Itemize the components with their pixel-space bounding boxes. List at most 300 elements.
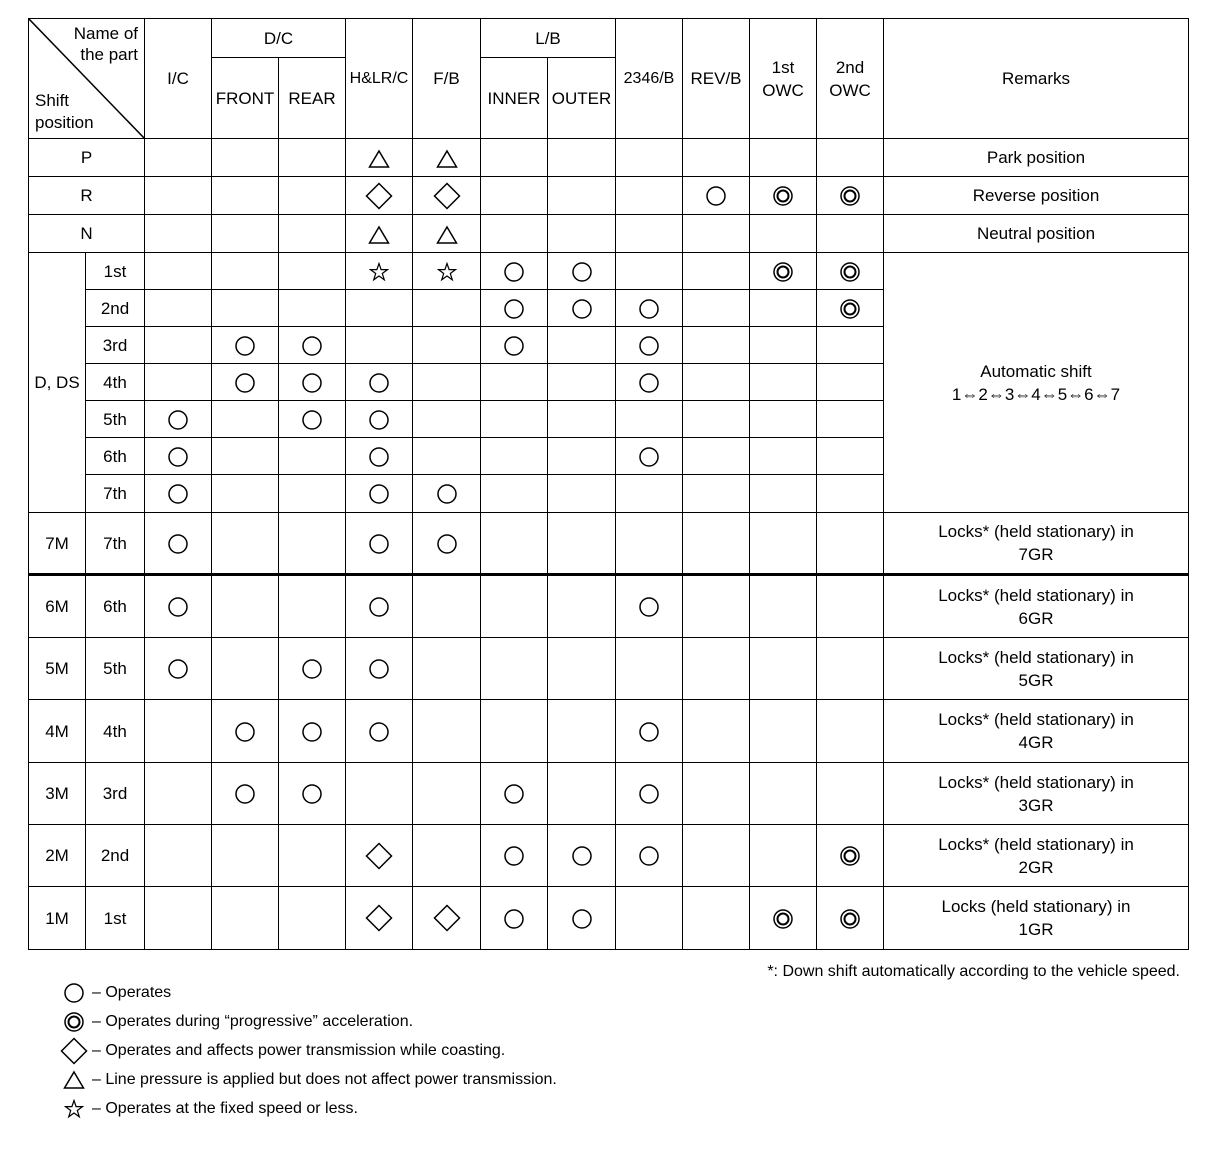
operates-circle-icon bbox=[234, 783, 256, 805]
symbol-cell bbox=[413, 513, 481, 575]
symbol-cell bbox=[481, 215, 548, 253]
symbol-cell bbox=[548, 215, 616, 253]
symbol-cell bbox=[346, 438, 413, 475]
gear-cell: 5th bbox=[86, 401, 145, 438]
symbol-cell bbox=[481, 763, 548, 825]
remark-cell bbox=[884, 513, 1189, 575]
remark-cell bbox=[884, 253, 1189, 513]
remark-line: Locks* (held stationary) in bbox=[938, 772, 1134, 792]
symbol-cell bbox=[413, 438, 481, 475]
table-row bbox=[29, 638, 1189, 700]
symbol-cell bbox=[145, 215, 212, 253]
symbol-cell bbox=[279, 327, 346, 364]
progressive-double-circle-icon bbox=[772, 908, 794, 930]
symbol-cell bbox=[817, 887, 884, 950]
symbol-cell bbox=[481, 825, 548, 887]
symbol-cell bbox=[413, 364, 481, 401]
symbol-cell bbox=[616, 763, 683, 825]
symbol-cell bbox=[413, 177, 481, 215]
gear-cell: 1st bbox=[86, 887, 145, 950]
symbol-cell bbox=[750, 887, 817, 950]
progressive-double-circle-icon bbox=[839, 908, 861, 930]
operates-circle-icon bbox=[167, 446, 189, 468]
symbol-cell bbox=[817, 327, 884, 364]
progressive-double-circle-icon bbox=[839, 261, 861, 283]
symbol-cell bbox=[279, 575, 346, 638]
symbol-cell bbox=[616, 438, 683, 475]
symbol-cell bbox=[413, 327, 481, 364]
symbol-cell bbox=[346, 215, 413, 253]
legend-item bbox=[60, 1036, 557, 1065]
symbol-cell bbox=[413, 139, 481, 177]
corner-part-line-1: Name of bbox=[73, 24, 138, 43]
operates-circle-icon bbox=[368, 596, 390, 618]
symbol-cell bbox=[346, 177, 413, 215]
symbol-cell bbox=[145, 364, 212, 401]
operates-circle-icon bbox=[60, 982, 88, 1004]
symbol-cell bbox=[616, 700, 683, 763]
symbol-cell bbox=[616, 401, 683, 438]
gear-cell: 6th bbox=[86, 438, 145, 475]
remark-cell bbox=[884, 139, 1189, 177]
operates-circle-icon bbox=[436, 533, 458, 555]
symbol-cell bbox=[616, 177, 683, 215]
symbol-cell bbox=[145, 253, 212, 290]
progressive-double-circle-icon bbox=[772, 261, 794, 283]
symbol-cell bbox=[279, 513, 346, 575]
symbol-cell bbox=[413, 253, 481, 290]
remark-line: Locks* (held stationary) in bbox=[938, 710, 1134, 729]
operates-circle-icon bbox=[301, 372, 323, 394]
remark-line: 6GR bbox=[1018, 608, 1054, 628]
corner-shift-line-2: position bbox=[35, 113, 94, 132]
gear-cell: 1st bbox=[86, 253, 145, 290]
operates-circle-icon bbox=[301, 409, 323, 431]
operates-circle-icon bbox=[638, 335, 660, 357]
symbol-cell bbox=[616, 575, 683, 638]
remark-line: Locks* (held stationary) in bbox=[938, 585, 1134, 605]
header-dc-rear: REAR bbox=[279, 58, 346, 139]
header-dc-front: FRONT bbox=[212, 58, 279, 139]
symbol-cell bbox=[279, 177, 346, 215]
coasting-diamond-icon bbox=[60, 1037, 88, 1065]
progressive-double-circle-icon bbox=[772, 185, 794, 207]
header-revb: REV/B bbox=[683, 19, 750, 139]
symbol-cell bbox=[817, 438, 884, 475]
operates-circle-icon bbox=[301, 335, 323, 357]
shift-group-cell: D, DS bbox=[29, 253, 86, 513]
header-owc1 bbox=[750, 19, 817, 139]
line-pressure-triangle-icon bbox=[60, 1070, 88, 1090]
operates-circle-icon bbox=[368, 372, 390, 394]
operates-circle-icon bbox=[638, 446, 660, 468]
symbol-cell bbox=[212, 475, 279, 513]
remark-cell bbox=[884, 215, 1189, 253]
operates-circle-icon bbox=[167, 658, 189, 680]
symbol-cell bbox=[212, 215, 279, 253]
symbol-cell bbox=[750, 290, 817, 327]
symbol-cell bbox=[279, 139, 346, 177]
symbol-cell bbox=[279, 364, 346, 401]
symbol-cell bbox=[481, 575, 548, 638]
remark-cell bbox=[884, 700, 1189, 763]
shift-group-cell: 6M bbox=[29, 575, 86, 638]
symbol-cell bbox=[413, 638, 481, 700]
table-row bbox=[29, 513, 1189, 575]
operates-circle-icon bbox=[368, 721, 390, 743]
gear-cell: 3rd bbox=[86, 327, 145, 364]
symbol-cell bbox=[817, 364, 884, 401]
header-lb-inner: INNER bbox=[481, 58, 548, 139]
symbol-cell bbox=[548, 253, 616, 290]
symbol-cell bbox=[481, 700, 548, 763]
header-owc2-line-1: 2nd bbox=[835, 57, 865, 77]
symbol-cell bbox=[481, 513, 548, 575]
operates-circle-icon bbox=[638, 596, 660, 618]
symbol-cell bbox=[212, 253, 279, 290]
symbol-cell bbox=[750, 513, 817, 575]
symbol-cell bbox=[413, 475, 481, 513]
symbol-cell bbox=[212, 401, 279, 438]
header-fb: F/B bbox=[413, 19, 481, 139]
operates-circle-icon bbox=[368, 533, 390, 555]
shift-position-cell: N bbox=[29, 215, 145, 253]
symbol-cell bbox=[683, 438, 750, 475]
operates-circle-icon bbox=[368, 483, 390, 505]
operates-circle-icon bbox=[368, 409, 390, 431]
symbol-cell bbox=[212, 575, 279, 638]
operates-circle-icon bbox=[234, 372, 256, 394]
symbol-cell bbox=[279, 253, 346, 290]
symbol-cell bbox=[212, 177, 279, 215]
symbol-cell bbox=[145, 638, 212, 700]
symbol-cell bbox=[481, 401, 548, 438]
symbol-cell bbox=[212, 825, 279, 887]
corner-part-line-2: the part bbox=[80, 45, 138, 64]
header-owc1-line-1: 1st bbox=[771, 57, 795, 77]
gear-cell: 4th bbox=[86, 700, 145, 763]
shift-group-cell: 4M bbox=[29, 700, 86, 763]
remark-cell bbox=[884, 177, 1189, 215]
operates-circle-icon bbox=[503, 845, 525, 867]
symbol-cell bbox=[548, 887, 616, 950]
operates-circle-icon bbox=[503, 298, 525, 320]
footnote: *: Down shift automatically according to the vehicle speed. bbox=[767, 963, 1180, 980]
symbol-cell bbox=[750, 139, 817, 177]
coasting-diamond-icon bbox=[365, 182, 393, 210]
remark-line: Locks* (held stationary) in bbox=[938, 647, 1134, 667]
table-row bbox=[29, 215, 1189, 253]
symbol-cell bbox=[616, 638, 683, 700]
symbol-cell bbox=[750, 177, 817, 215]
operates-circle-icon bbox=[167, 596, 189, 618]
operates-circle-icon bbox=[571, 908, 593, 930]
symbol-cell bbox=[817, 401, 884, 438]
symbol-cell bbox=[817, 700, 884, 763]
symbol-cell bbox=[616, 364, 683, 401]
symbol-cell bbox=[413, 887, 481, 950]
symbol-cell bbox=[481, 364, 548, 401]
operates-circle-icon bbox=[301, 783, 323, 805]
shift-group-cell: 2M bbox=[29, 825, 86, 887]
symbol-cell bbox=[817, 290, 884, 327]
operates-circle-icon bbox=[638, 298, 660, 320]
symbol-cell bbox=[750, 763, 817, 825]
symbol-cell bbox=[616, 887, 683, 950]
table-row bbox=[29, 825, 1189, 887]
legend-item bbox=[60, 1007, 557, 1036]
operates-circle-icon bbox=[167, 409, 189, 431]
operates-circle-icon bbox=[638, 372, 660, 394]
corner-shift-line-1: Shift bbox=[35, 91, 70, 110]
operates-circle-icon bbox=[638, 721, 660, 743]
operates-circle-icon bbox=[503, 261, 525, 283]
gear-cell: 7th bbox=[86, 475, 145, 513]
operates-circle-icon bbox=[503, 908, 525, 930]
symbol-cell bbox=[548, 513, 616, 575]
symbol-cell bbox=[279, 438, 346, 475]
remark-line: 1⇔2⇔3⇔4⇔5⇔6⇔7 bbox=[951, 384, 1121, 404]
operates-circle-icon bbox=[705, 185, 727, 207]
symbol-cell bbox=[750, 327, 817, 364]
operates-circle-icon bbox=[571, 261, 593, 283]
shift-group-cell: 7M bbox=[29, 513, 86, 575]
symbol-cell bbox=[212, 513, 279, 575]
symbol-cell bbox=[346, 825, 413, 887]
shift-position-cell: R bbox=[29, 177, 145, 215]
symbol-cell bbox=[481, 475, 548, 513]
symbol-cell bbox=[683, 139, 750, 177]
operates-circle-icon bbox=[503, 783, 525, 805]
remark-line: Locks* (held stationary) in bbox=[938, 834, 1134, 854]
symbol-cell bbox=[750, 438, 817, 475]
symbol-cell bbox=[683, 575, 750, 638]
symbol-cell bbox=[548, 638, 616, 700]
table-row bbox=[29, 253, 1189, 290]
symbol-cell bbox=[683, 825, 750, 887]
header-ic: I/C bbox=[145, 19, 212, 139]
line-pressure-triangle-icon bbox=[368, 149, 390, 169]
symbol-cell bbox=[212, 139, 279, 177]
operates-circle-icon bbox=[368, 658, 390, 680]
legend-text: – Operates bbox=[92, 983, 172, 1001]
header-owc2 bbox=[817, 19, 884, 139]
symbol-cell bbox=[212, 763, 279, 825]
symbol-cell bbox=[817, 139, 884, 177]
symbol-cell bbox=[616, 327, 683, 364]
symbol-cell bbox=[212, 290, 279, 327]
legend-item bbox=[60, 978, 557, 1007]
symbol-cell bbox=[346, 364, 413, 401]
symbol-cell bbox=[548, 177, 616, 215]
gear-cell: 4th bbox=[86, 364, 145, 401]
coasting-diamond-icon bbox=[365, 904, 393, 932]
table-row bbox=[29, 177, 1189, 215]
symbol-cell bbox=[212, 700, 279, 763]
symbol-cell bbox=[548, 700, 616, 763]
table-row bbox=[29, 763, 1189, 825]
symbol-cell bbox=[616, 139, 683, 177]
gear-cell: 5th bbox=[86, 638, 145, 700]
symbol-cell bbox=[548, 290, 616, 327]
shift-group-cell: 3M bbox=[29, 763, 86, 825]
symbol-cell bbox=[683, 700, 750, 763]
line-pressure-triangle-icon bbox=[436, 149, 458, 169]
header-owc1-line-2: OWC bbox=[762, 80, 804, 100]
header-lb-outer: OUTER bbox=[548, 58, 616, 139]
symbol-cell bbox=[817, 575, 884, 638]
symbol-cell bbox=[683, 177, 750, 215]
symbol-cell bbox=[750, 575, 817, 638]
symbol-cell bbox=[481, 177, 548, 215]
remark-line: 7GR bbox=[1018, 545, 1054, 564]
symbol-cell bbox=[145, 475, 212, 513]
symbol-cell bbox=[481, 327, 548, 364]
symbol-cell bbox=[145, 290, 212, 327]
symbol-cell bbox=[750, 401, 817, 438]
symbol-cell bbox=[817, 825, 884, 887]
coasting-diamond-icon bbox=[433, 904, 461, 932]
remark-cell bbox=[884, 763, 1189, 825]
symbol-cell bbox=[548, 438, 616, 475]
table-row bbox=[29, 139, 1189, 177]
header-corner bbox=[29, 19, 145, 139]
symbol-cell bbox=[279, 638, 346, 700]
gear-cell: 2nd bbox=[86, 825, 145, 887]
operation-table bbox=[28, 18, 1189, 950]
symbol-cell bbox=[616, 253, 683, 290]
symbol-cell bbox=[683, 475, 750, 513]
remark-line: 3GR bbox=[1018, 795, 1054, 815]
symbol-cell bbox=[683, 364, 750, 401]
operates-circle-icon bbox=[436, 483, 458, 505]
symbol-cell bbox=[413, 825, 481, 887]
symbol-cell bbox=[683, 638, 750, 700]
remark-line: Locks* (held stationary) in bbox=[938, 522, 1134, 541]
progressive-double-circle-icon bbox=[839, 845, 861, 867]
progressive-double-circle-icon bbox=[839, 185, 861, 207]
remark-line: Automatic shift bbox=[980, 361, 1092, 381]
symbol-cell bbox=[212, 327, 279, 364]
symbol-cell bbox=[145, 513, 212, 575]
remark-line: 4GR bbox=[1018, 733, 1054, 752]
remark-line: Park position bbox=[986, 148, 1086, 167]
remark-line: 1GR bbox=[1018, 920, 1054, 939]
symbol-cell bbox=[346, 290, 413, 327]
remark-cell bbox=[884, 887, 1189, 950]
symbol-cell bbox=[683, 290, 750, 327]
symbol-cell bbox=[145, 825, 212, 887]
symbol-cell bbox=[548, 763, 616, 825]
symbol-cell bbox=[346, 475, 413, 513]
symbol-cell bbox=[548, 475, 616, 513]
gear-cell: 2nd bbox=[86, 290, 145, 327]
gear-cell: 3rd bbox=[86, 763, 145, 825]
symbol-cell bbox=[481, 887, 548, 950]
symbol-cell bbox=[145, 177, 212, 215]
symbol-cell bbox=[279, 215, 346, 253]
symbol-cell bbox=[548, 825, 616, 887]
symbol-cell bbox=[616, 475, 683, 513]
symbol-cell bbox=[616, 215, 683, 253]
legend-item bbox=[60, 1094, 557, 1123]
symbol-cell bbox=[212, 364, 279, 401]
symbol-cell bbox=[346, 513, 413, 575]
corner-part-label bbox=[74, 23, 138, 65]
symbol-cell bbox=[346, 575, 413, 638]
header-hlrc: H&LR/C bbox=[346, 19, 413, 139]
symbol-cell bbox=[750, 253, 817, 290]
symbol-cell bbox=[145, 139, 212, 177]
legend-text: – Operates at the fixed speed or less. bbox=[92, 1099, 358, 1117]
symbol-cell bbox=[279, 475, 346, 513]
symbol-cell bbox=[413, 215, 481, 253]
symbol-cell bbox=[548, 401, 616, 438]
symbol-cell bbox=[548, 139, 616, 177]
symbol-cell bbox=[548, 575, 616, 638]
remark-cell bbox=[884, 575, 1189, 638]
symbol-cell bbox=[616, 513, 683, 575]
symbol-cell bbox=[346, 763, 413, 825]
symbol-cell bbox=[279, 401, 346, 438]
symbol-cell bbox=[548, 364, 616, 401]
operates-circle-icon bbox=[301, 658, 323, 680]
symbol-cell bbox=[817, 177, 884, 215]
symbol-cell bbox=[683, 763, 750, 825]
symbol-cell bbox=[548, 327, 616, 364]
symbol-cell bbox=[346, 401, 413, 438]
symbol-cell bbox=[413, 575, 481, 638]
legend-text: – Operates during “progressive” acceleration. bbox=[92, 1012, 414, 1030]
line-pressure-triangle-icon bbox=[368, 225, 390, 245]
symbol-cell bbox=[346, 700, 413, 763]
symbol-cell bbox=[481, 290, 548, 327]
header-owc2-line-2: OWC bbox=[829, 80, 871, 100]
symbol-cell bbox=[212, 638, 279, 700]
symbol-cell bbox=[145, 401, 212, 438]
gear-cell: 6th bbox=[86, 575, 145, 638]
header-remarks: Remarks bbox=[884, 19, 1189, 139]
shift-group-cell: 1M bbox=[29, 887, 86, 950]
symbol-cell bbox=[750, 215, 817, 253]
remark-line: 2GR bbox=[1018, 857, 1054, 877]
symbol-cell bbox=[683, 215, 750, 253]
symbol-cell bbox=[145, 887, 212, 950]
symbol-cell bbox=[145, 763, 212, 825]
legend-text: – Operates and affects power transmission while coasting. bbox=[92, 1041, 506, 1059]
symbol-cell bbox=[145, 575, 212, 638]
symbol-cell bbox=[279, 825, 346, 887]
symbol-cell bbox=[413, 763, 481, 825]
symbol-cell bbox=[346, 253, 413, 290]
symbol-cell bbox=[346, 887, 413, 950]
symbol-cell bbox=[413, 401, 481, 438]
operates-circle-icon bbox=[571, 845, 593, 867]
header-dc: D/C bbox=[212, 19, 346, 58]
header-lb: L/B bbox=[481, 19, 616, 58]
symbol-cell bbox=[212, 887, 279, 950]
symbol-cell bbox=[750, 700, 817, 763]
symbol-cell bbox=[817, 763, 884, 825]
legend-item bbox=[60, 1065, 557, 1094]
symbol-cell bbox=[750, 638, 817, 700]
symbol-cell bbox=[212, 438, 279, 475]
symbol-cell bbox=[413, 700, 481, 763]
operates-circle-icon bbox=[234, 721, 256, 743]
symbol-cell bbox=[683, 887, 750, 950]
symbol-cell bbox=[481, 139, 548, 177]
coasting-diamond-icon bbox=[365, 842, 393, 870]
